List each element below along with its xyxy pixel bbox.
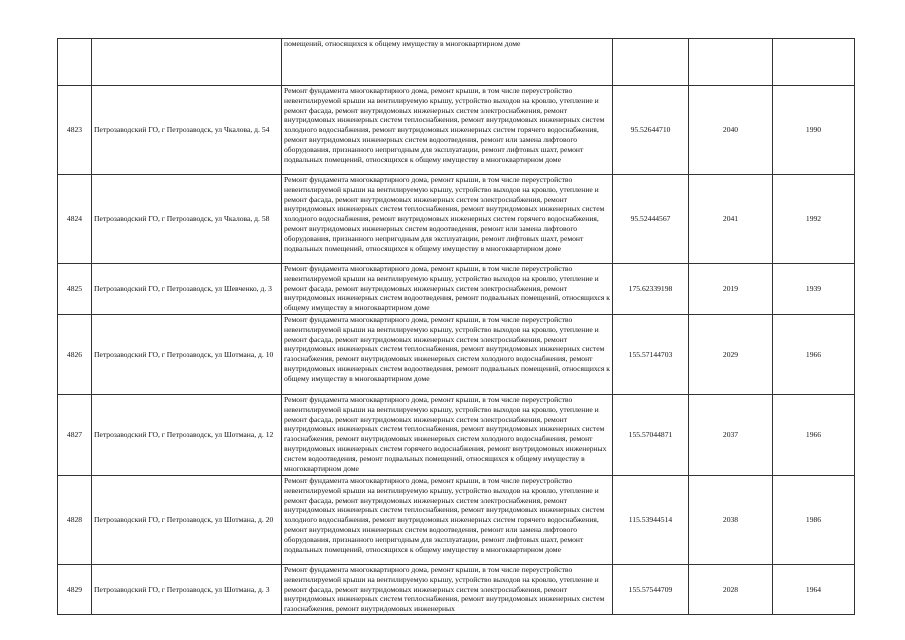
built-year-cell: 1966 xyxy=(773,315,855,395)
works-cell: помещений, относящихся к общему имуществу в многоквартирном доме xyxy=(282,39,613,86)
works-cell: Ремонт фундамента многоквартирного дома, ремонт крыши, в том числе переустройство невентилируемой крыши на вентилируемую крышу, устройство выходов на кровлю, утепление и ремонт фасада, ремонт внутридомовых инженерных систем электроснабжения, ремонт внутридомовых инженерных систем теплоснабжения, ремонт внутридомовых инженерных систем холодного водоснабжения, ремонт внутридомовых инженерных систем горячего водоснабжения, ремонт внутридомовых инженерных систем водоотведения, ремонт или замена лифтового оборудования, признанного непригодным для эксплуатации, ремонт лифтовых шахт, ремонт подвальных помещений, относящихся к общему имуществу в многоквартирном доме xyxy=(282,86,613,175)
plan-year-cell: 2038 xyxy=(689,476,773,565)
address-cell: Петрозаводский ГО, г Петрозаводск, ул Чкалова, д. 54 xyxy=(92,86,282,175)
value-cell: 175.62339198 xyxy=(613,264,689,315)
document-page xyxy=(57,38,854,614)
row-number: 4825 xyxy=(58,264,92,315)
table-row xyxy=(58,86,855,175)
plan-year-cell: 2028 xyxy=(689,565,773,615)
built-year-cell: 1966 xyxy=(773,395,855,476)
works-cell: Ремонт фундамента многоквартирного дома, ремонт крыши, в том числе переустройство невентилируемой крыши на вентилируемую крышу, устройство выходов на кровлю, утепление и ремонт фасада, ремонт внутридомовых инженерных систем электроснабжения, ремонт внутридомовых инженерных систем теплоснабжения, ремонт внутридомовых инженерных систем холодного водоснабжения, ремонт внутридомовых инженерных систем горячего водоснабжения, ремонт внутридомовых инженерных систем водоотведения, ремонт или замена лифтового оборудования, признанного непригодным для эксплуатации, ремонт лифтовых шахт, ремонт подвальных помещений, относящихся к общему имуществу в многоквартирном доме xyxy=(282,476,613,565)
address-cell: Петрозаводский ГО, г Петрозаводск, ул Шевченко, д. 3 xyxy=(92,264,282,315)
capital-repair-table xyxy=(57,38,855,615)
built-year-cell: 1990 xyxy=(773,86,855,175)
table-row xyxy=(58,264,855,315)
address-cell: Петрозаводский ГО, г Петрозаводск, ул Чкалова, д. 58 xyxy=(92,175,282,264)
plan-year-cell: 2040 xyxy=(689,86,773,175)
table-row xyxy=(58,565,855,615)
built-year-cell: 1964 xyxy=(773,565,855,615)
table-row xyxy=(58,476,855,565)
row-number xyxy=(58,39,92,86)
plan-year-cell: 2037 xyxy=(689,395,773,476)
built-year-cell: 1986 xyxy=(773,476,855,565)
value-cell: 155.57544709 xyxy=(613,565,689,615)
works-cell: Ремонт фундамента многоквартирного дома, ремонт крыши, в том числе переустройство невентилируемой крыши на вентилируемую крышу, устройство выходов на кровлю, утепление и ремонт фасада, ремонт внутридомовых инженерных систем электроснабжения, ремонт внутридомовых инженерных систем теплоснабжения, ремонт внутридомовых инженерных систем холодного водоснабжения, ремонт внутридомовых инженерных систем горячего водоснабжения, ремонт внутридомовых инженерных систем водоотведения, ремонт или замена лифтового оборудования, признанного непригодным для эксплуатации, ремонт лифтовых шахт, ремонт подвальных помещений, относящихся к общему имуществу в многоквартирном доме xyxy=(282,175,613,264)
row-number: 4823 xyxy=(58,86,92,175)
address-cell: Петрозаводский ГО, г Петрозаводск, ул Шотмана, д. 12 xyxy=(92,395,282,476)
row-number: 4829 xyxy=(58,565,92,615)
works-cell: Ремонт фундамента многоквартирного дома, ремонт крыши, в том числе переустройство невентилируемой крыши на вентилируемую крышу, устройство выходов на кровлю, утепление и ремонт фасада, ремонт внутридомовых инженерных систем электроснабжения, ремонт внутридомовых инженерных систем теплоснабжения, ремонт внутридомовых инженерных систем газоснабжения, ремонт внутридомовых инженерных систем холодного водоснабжения, ремонт внутридомовых инженерных систем горячего водоснабжения, ремонт внутридомовых инженерных систем водоотведения, ремонт подвальных помещений, относящихся к общему имуществу в многоквартирном доме xyxy=(282,395,613,476)
address-cell xyxy=(92,39,282,86)
table-row xyxy=(58,39,855,86)
works-cell: Ремонт фундамента многоквартирного дома, ремонт крыши, в том числе переустройство невентилируемой крыши на вентилируемую крышу, устройство выходов на кровлю, утепление и ремонт фасада, ремонт внутридомовых инженерных систем электроснабжения, ремонт внутридомовых инженерных систем теплоснабжения, ремонт внутридомовых инженерных систем газоснабжения, ремонт внутридомовых инженерных систем холодного водоснабжения, ремонт внутридомовых инженерных систем водоотведения, ремонт подвальных помещений, относящихся к общему имуществу в многоквартирном доме xyxy=(282,315,613,395)
row-number: 4827 xyxy=(58,395,92,476)
built-year-cell xyxy=(773,39,855,86)
table-row xyxy=(58,395,855,476)
row-number: 4828 xyxy=(58,476,92,565)
value-cell: 155.57044871 xyxy=(613,395,689,476)
value-cell: 95.52444567 xyxy=(613,175,689,264)
value-cell: 155.57144703 xyxy=(613,315,689,395)
address-cell: Петрозаводский ГО, г Петрозаводск, ул Шотмана, д. 3 xyxy=(92,565,282,615)
value-cell xyxy=(613,39,689,86)
works-cell: Ремонт фундамента многоквартирного дома, ремонт крыши, в том числе переустройство невентилируемой крыши на вентилируемую крышу, устройство выходов на кровлю, утепление и ремонт фасада, ремонт внутридомовых инженерных систем электроснабжения, ремонт внутридомовых инженерных систем водоотведения, ремонт подвальных помещений, относящихся к общему имуществу в многоквартирном доме xyxy=(282,264,613,315)
table-row xyxy=(58,175,855,264)
address-cell: Петрозаводский ГО, г Петрозаводск, ул Шотмана, д. 10 xyxy=(92,315,282,395)
value-cell: 95.52644710 xyxy=(613,86,689,175)
row-number: 4824 xyxy=(58,175,92,264)
value-cell: 115.53944514 xyxy=(613,476,689,565)
plan-year-cell: 2041 xyxy=(689,175,773,264)
built-year-cell: 1992 xyxy=(773,175,855,264)
built-year-cell: 1939 xyxy=(773,264,855,315)
address-cell: Петрозаводский ГО, г Петрозаводск, ул Шотмана, д. 20 xyxy=(92,476,282,565)
table-row xyxy=(58,315,855,395)
plan-year-cell: 2019 xyxy=(689,264,773,315)
plan-year-cell xyxy=(689,39,773,86)
works-cell: Ремонт фундамента многоквартирного дома, ремонт крыши, в том числе переустройство невентилируемой крыши на вентилируемую крышу, устройство выходов на кровлю, утепление и ремонт фасада, ремонт внутридомовых инженерных систем электроснабжения, ремонт внутридомовых инженерных систем теплоснабжения, ремонт внутридомовых инженерных систем газоснабжения, ремонт внутридомовых инженерных xyxy=(282,565,613,615)
plan-year-cell: 2029 xyxy=(689,315,773,395)
row-number: 4826 xyxy=(58,315,92,395)
